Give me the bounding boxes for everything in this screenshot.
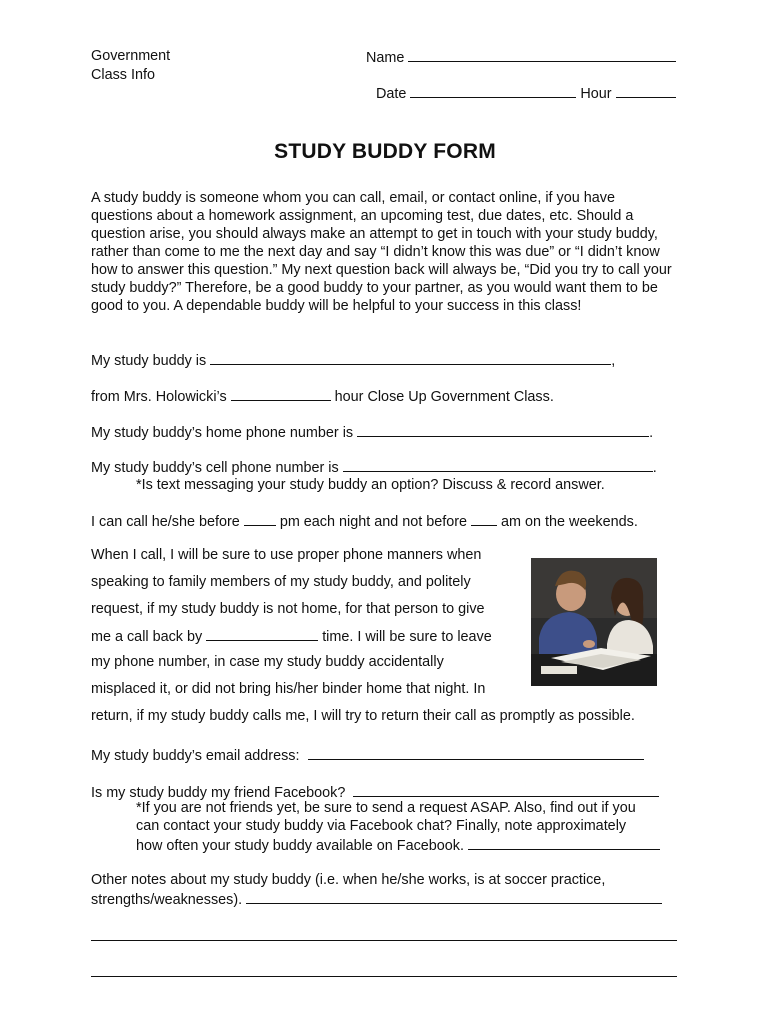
intro-paragraph: A study buddy is someone whom you can call, email, or contact online, if you have questions about a homework assignment, an upcoming test, due dates, etc. Should a question arise, you should always make an attempt to get in touch with your study buddy, rather than come to me the next day and say “I didn’t know this was due” or “I didn’t know how to answer this question.” My next question back will always be, “Did you try to call your study buddy?” Therefore, be a good buddy to your partner, as you would want them to be good to you. A dependable buddy will be helpful to your success in this class! — [91, 190, 672, 314]
course-label: Government — [91, 48, 171, 64]
call-before-end: am on the weekends. — [501, 514, 638, 530]
manners-line-5: my phone number, in case my study buddy accidentally — [91, 654, 444, 670]
page-title: STUDY BUDDY FORM — [274, 140, 496, 163]
buddy-name-row — [91, 350, 615, 370]
facebook-frequency-field[interactable] — [468, 835, 660, 850]
hour-suffix: hour Close Up Government Class. — [334, 389, 554, 405]
buddy-name-comma: , — [611, 353, 616, 369]
am-time-field[interactable] — [471, 511, 497, 526]
manners-line-3: request, if my study buddy is not home, for that person to give — [91, 601, 485, 617]
pm-time-field[interactable] — [244, 511, 276, 526]
other-notes-line-1: Other notes about my study buddy (i.e. when he/she works, is at soccer practice, — [91, 872, 606, 888]
manners-line-1: When I call, I will be sure to use proper phone manners when — [91, 547, 482, 563]
other-notes-field[interactable] — [246, 889, 662, 904]
facebook-note-1: *If you are not friends yet, be sure to send a request ASAP. Also, find out if you — [136, 800, 636, 816]
manners-line-4 — [91, 626, 492, 646]
other-notes-line-2: strengths/weaknesses). — [91, 892, 243, 908]
facebook-note-2: can contact your study buddy via Facebook chat? Finally, note approximately — [136, 818, 627, 834]
cell-phone-period: . — [652, 460, 657, 476]
cell-phone-label: My study buddy’s cell phone number is — [91, 460, 339, 476]
call-times-row — [91, 511, 638, 531]
home-phone-period: . — [649, 425, 654, 441]
from-label: from Mrs. Holowicki’s — [91, 389, 227, 405]
teacher-hour-row — [91, 386, 554, 406]
callback-suffix: time. I will be sure to leave — [322, 629, 492, 645]
cell-phone-row — [91, 457, 657, 477]
home-phone-field[interactable] — [357, 422, 649, 437]
home-phone-label: My study buddy’s home phone number is — [91, 425, 354, 441]
email-field[interactable] — [308, 745, 644, 760]
callback-time-field[interactable] — [206, 626, 318, 641]
facebook-question: Is my study buddy my friend Facebook? — [91, 785, 346, 801]
class-info-label: Class Info — [91, 67, 155, 83]
date-field[interactable] — [410, 83, 576, 98]
hour-label: Hour — [580, 86, 612, 102]
facebook-note-3: how often your study buddy available on Facebook. — [136, 838, 464, 854]
date-label: Date — [376, 86, 407, 102]
manners-line-2: speaking to family members of my study buddy, and politely — [91, 574, 471, 590]
facebook-note-3-row — [136, 835, 660, 855]
other-notes-row — [91, 889, 662, 909]
notes-blank-line-2[interactable] — [91, 976, 677, 977]
home-phone-row — [91, 422, 653, 442]
text-messaging-note: *Is text messaging your study buddy an option? Discuss & record answer. — [136, 477, 605, 493]
students-photo-illustration — [531, 558, 657, 686]
date-hour-row — [376, 83, 676, 103]
callback-label: me a call back by — [91, 629, 203, 645]
manners-line-7: return, if my study buddy calls me, I will try to return their call as promptly as possible. — [91, 708, 635, 724]
hour-field[interactable] — [616, 83, 676, 98]
name-row — [366, 47, 676, 67]
call-before-mid: pm each night and not before — [279, 514, 468, 530]
call-before-label: I can call he/she before — [91, 514, 240, 530]
name-field[interactable] — [408, 47, 676, 62]
notes-blank-line-1[interactable] — [91, 940, 677, 941]
name-label: Name — [366, 50, 405, 66]
email-row — [91, 745, 644, 765]
buddy-name-field[interactable] — [210, 350, 611, 365]
cell-phone-field[interactable] — [343, 457, 653, 472]
facebook-field[interactable] — [353, 782, 659, 797]
students-studying-photo — [531, 558, 657, 686]
class-hour-field[interactable] — [231, 386, 331, 401]
email-label: My study buddy’s email address: — [91, 748, 300, 764]
buddy-name-label: My study buddy is — [91, 353, 207, 369]
manners-line-6: misplaced it, or did not bring his/her binder home that night. In — [91, 681, 486, 697]
